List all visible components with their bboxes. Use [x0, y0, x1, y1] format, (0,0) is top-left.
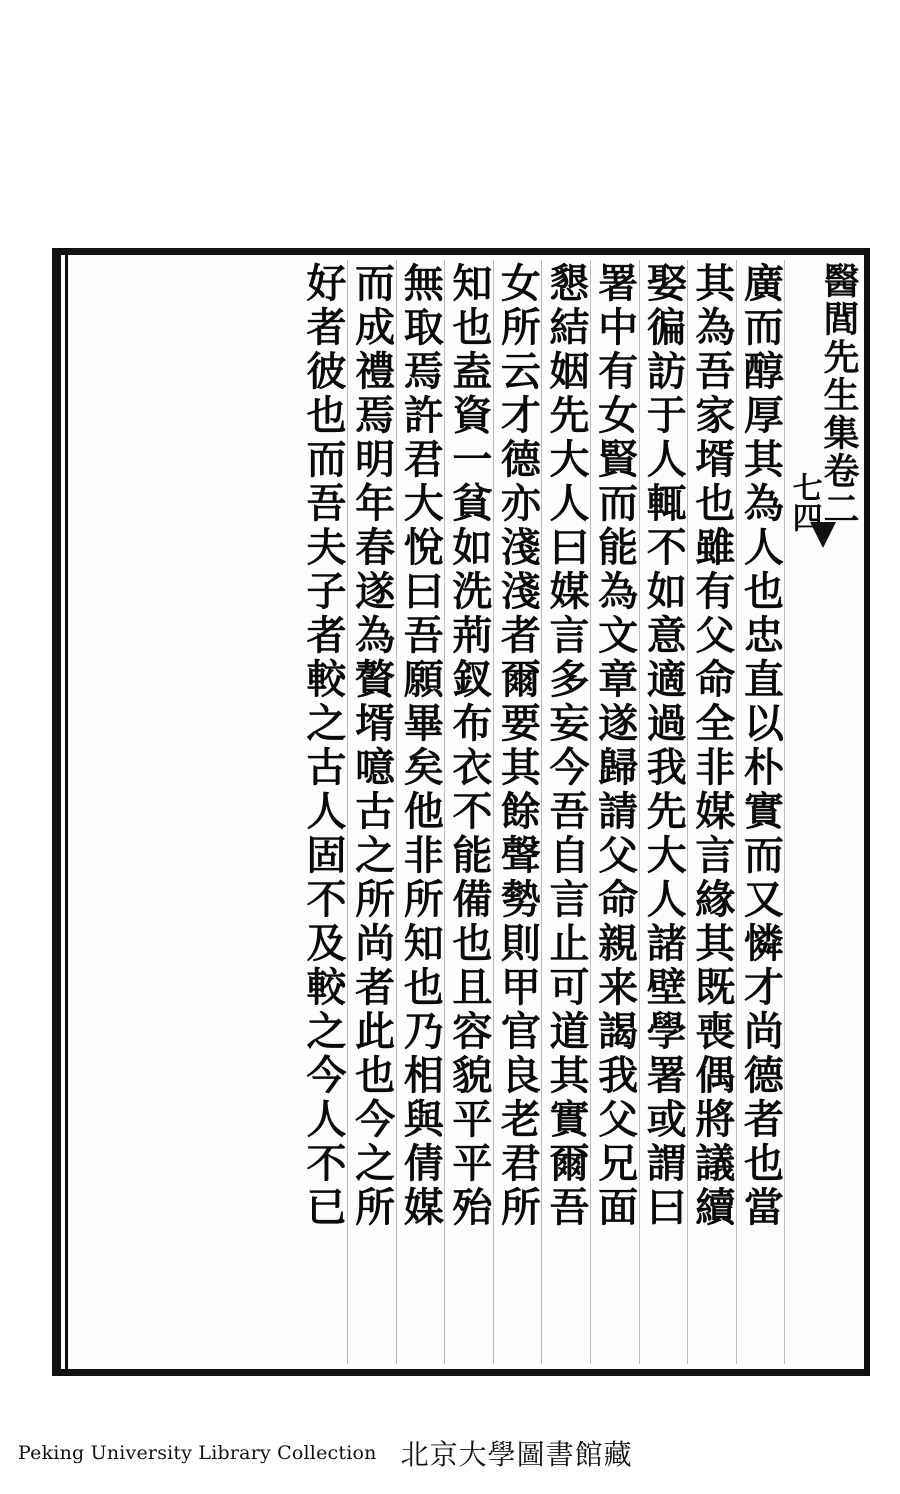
text-column: 而成禮焉明年春遂為贅壻噫古之所尚者此也今之所: [348, 260, 397, 1364]
page-frame-bottom-rule: [52, 1369, 870, 1376]
page-frame-top-rule: [52, 248, 870, 255]
collection-credit-english: Peking University Library Collection: [18, 1442, 377, 1464]
page-frame-left-rule: [52, 248, 61, 1376]
text-column: 署中有女賢而能為文章遂歸請父命親来謁我父兄面: [591, 260, 640, 1364]
fishtail-ornament-icon: [810, 522, 836, 548]
running-title-column: [785, 260, 860, 1364]
page-frame-right-rule: [864, 248, 870, 1376]
text-column: 廣而醇厚其為人也忠直以朴實而又憐才尚德者也當: [737, 260, 786, 1364]
book-title: 醫閭先生集卷二: [818, 262, 860, 528]
scanned-page-image: [52, 248, 870, 1376]
text-column: 無取焉許君大悅曰吾願畢矣他非所知也乃相與倩媒: [397, 260, 446, 1364]
text-column: 懇結姻先大人曰媒言多妄今吾自言止可道其實爾吾: [542, 260, 591, 1364]
text-column: 其為吾家壻也雖有父命全非媒言緣其既喪偶將議續: [688, 260, 737, 1364]
collection-credit-chinese: 北京大學圖書館藏: [400, 1438, 633, 1471]
text-column: 娶徧訪于人輒不如意適過我先大人諸壁學署或謂曰: [640, 260, 689, 1364]
page-frame-left-inner-rule: [65, 248, 68, 1376]
text-column: 好者彼也而吾夫子者較之古人固不及較之今人不已: [299, 260, 348, 1364]
text-block: [70, 260, 860, 1364]
text-column: 知也盍資一貧如洗荊釵布衣不能備也且容貌平平殆: [445, 260, 494, 1364]
text-column: 女所云才德亦淺淺者爾要其餘聲勢則甲官良老君所: [494, 260, 543, 1364]
collection-credit: [0, 1430, 900, 1476]
page-number: 七四: [786, 472, 822, 532]
